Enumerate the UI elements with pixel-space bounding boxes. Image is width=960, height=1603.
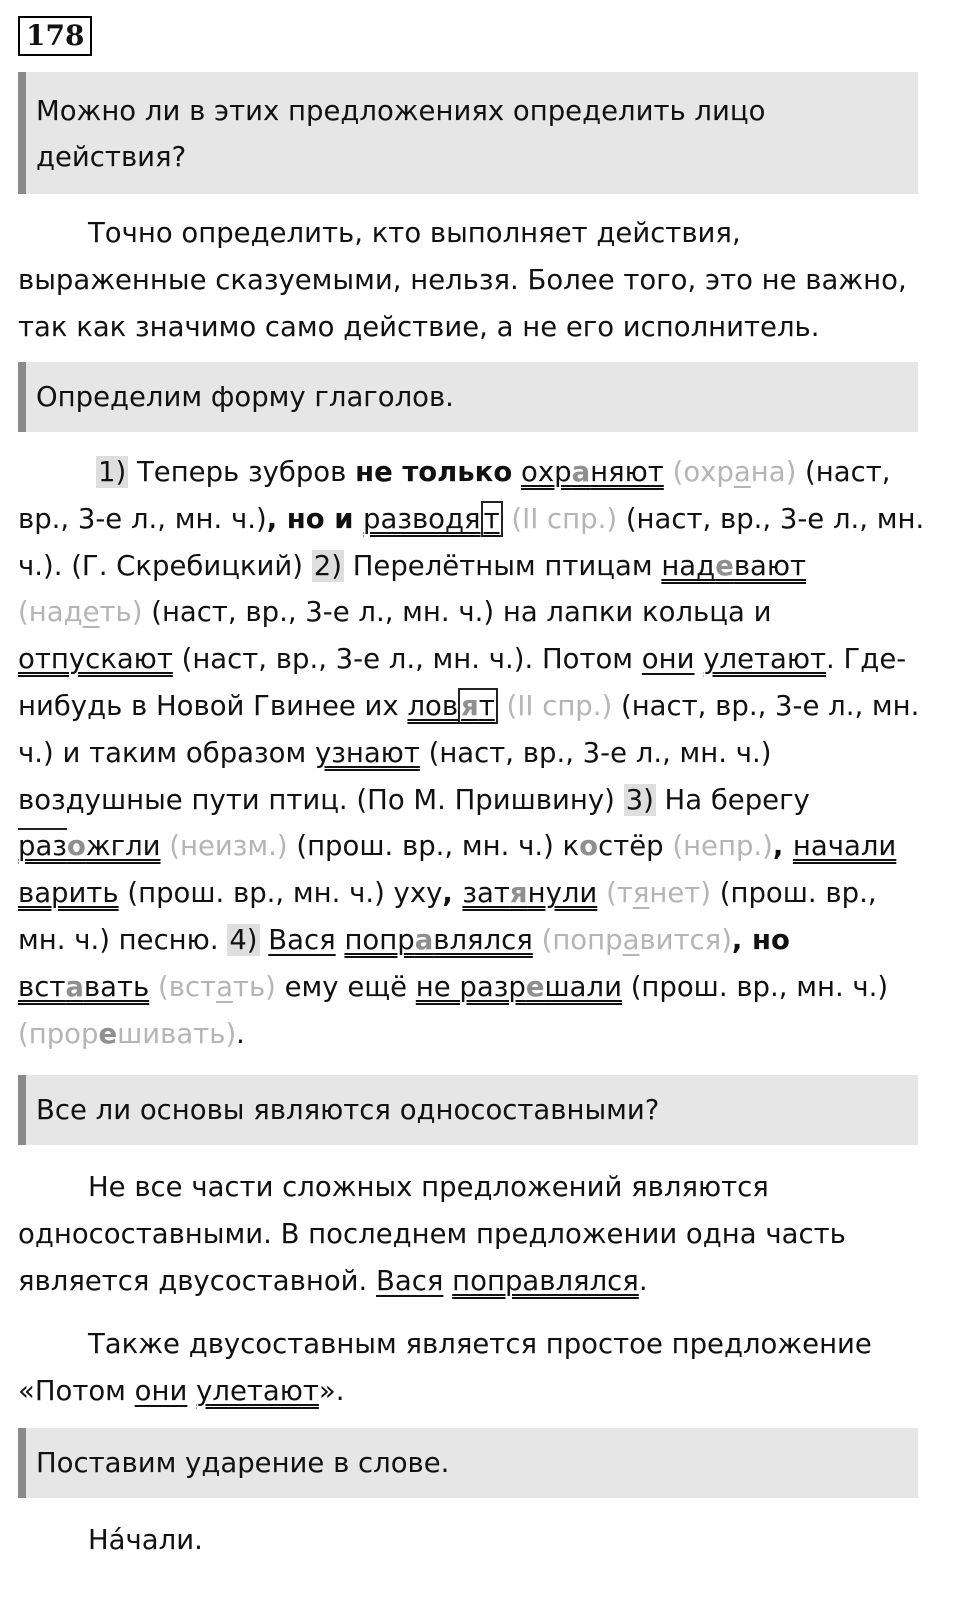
plain-text — [512, 456, 521, 488]
question-text: Поставим ударение в слове. — [36, 1447, 450, 1479]
form-note: (наст, вр., 3-е л., мн. ч.). Потом — [172, 643, 642, 676]
form-note: (прош. вр., мн. ч.) уху — [118, 877, 443, 910]
hint: (надеть) — [18, 596, 143, 629]
form-note: (прош. вр., мн. ч.) песню. — [18, 877, 877, 956]
sentence-number: 4) — [229, 923, 258, 956]
question-block — [18, 1075, 918, 1145]
plain-text: Перелётным птицам — [343, 549, 662, 582]
answer-paragraph — [18, 210, 928, 350]
question-block — [18, 72, 918, 194]
answer-paragraph: Не все части сложных предложений являются односоставными. В последнем предложении одна часть является двусоставной. Вася поправлялся. — [18, 1171, 846, 1297]
form-note: ему ещё — [275, 970, 416, 1003]
hint: (поправится) — [541, 923, 732, 956]
form-note: (наст, вр., 3-е л., мн. ч.). (Г. Скребицкий) — [18, 502, 925, 582]
conjunction: , но — [731, 923, 790, 956]
hint: (прорешивать) — [18, 1017, 237, 1050]
form-note: (наст, вр., 3-е л., мн. ч.) на лапки кольца и — [142, 596, 772, 629]
answer-paragraph — [18, 1517, 928, 1564]
predicate: улетают — [196, 1374, 319, 1407]
predicate: затянули — [462, 877, 598, 910]
plain-text — [597, 877, 606, 909]
sentence-number: 3) — [625, 783, 654, 816]
predicate: разводя т — [363, 501, 503, 537]
conjunction: , но и — [266, 502, 364, 535]
question-text: Все ли основы являются односоставными? — [36, 1094, 660, 1126]
question-text: Можно ли в этих предложениях определить лицо действия? — [36, 95, 766, 173]
predicate: начали варить — [18, 830, 897, 910]
predicate: узнают — [314, 736, 420, 769]
answer-text: Точно определить, кто выполняет действия, выраженные сказуемыми, нельзя. Более того, это не важно, так как значимо само действие, а не его исполнитель. — [18, 217, 907, 343]
subject: они — [641, 643, 695, 676]
hint: (охрана) — [672, 456, 797, 488]
plain-text — [694, 643, 703, 675]
plain-text: . Где-нибудь в Новой Гвинее их — [18, 643, 907, 722]
object-word: костёр — [562, 830, 664, 863]
plain-text: . — [236, 1017, 245, 1050]
question-text: Определим форму глаголов. — [36, 381, 454, 413]
form-note: (наст, вр., 3-е л., мн. ч.) воздушные пути птиц. (По М. Пришвину) — [18, 736, 772, 816]
plain-text — [149, 971, 158, 1003]
subject: Вася — [268, 923, 336, 956]
hint: (тянет) — [606, 877, 712, 910]
hint: (II спр.) — [497, 689, 613, 722]
hint: (II спр.) — [502, 502, 618, 535]
hint: (неизм.) — [160, 830, 288, 863]
subject: они — [134, 1374, 188, 1407]
form-note: (наст, вр., 3-е л., мн. ч.) — [18, 456, 891, 535]
comma: , — [772, 830, 793, 863]
comma: , — [442, 877, 463, 910]
question-block — [18, 1428, 918, 1498]
sentence-analysis — [18, 449, 928, 1057]
hint: (встать) — [157, 970, 276, 1003]
hint: (непр.) — [663, 830, 773, 863]
sentence-number: 2) — [313, 549, 342, 582]
predicate: лов ят — [407, 688, 497, 724]
predicate: вставать — [18, 970, 150, 1003]
sentence-number: 1) — [98, 456, 127, 488]
predicate: не разрешали — [415, 970, 622, 1003]
plain-text: Теперь зубров — [128, 456, 356, 488]
plain-text: ». — [318, 1374, 345, 1407]
predicate: отпускают — [18, 643, 173, 676]
answer-text: Также двусоставным является простое предложение «Потом — [18, 1328, 872, 1407]
answer-paragraph — [18, 1321, 928, 1415]
predicate: разожгли — [18, 830, 161, 863]
predicate: поправлялся — [344, 923, 533, 956]
conjunction: не только — [355, 456, 513, 488]
plain-text: На берегу — [655, 783, 810, 816]
plain-text — [260, 924, 269, 956]
plain-text — [664, 456, 673, 488]
predicate: охраняют — [521, 456, 664, 488]
question-block — [18, 362, 918, 432]
predicate: поправлялся — [452, 1264, 639, 1297]
subject: Вася — [376, 1264, 444, 1297]
answer-text: Не все части сложных предложений являются односоставными. В последнем предложении одна часть является двусоставной. — [18, 1171, 846, 1297]
exercise-number: 178 — [18, 16, 92, 56]
answer-text: На́чали. — [88, 1524, 203, 1556]
form-note: (наст, вр., 3-е л., мн. ч.) и таким образом — [18, 689, 920, 769]
predicate: надевают — [661, 549, 807, 582]
form-note: (прош. вр., мн. ч.) — [287, 830, 563, 863]
plain-text — [533, 924, 542, 956]
form-note: (прош. вр., мн. ч.) — [621, 970, 889, 1003]
predicate: улетают — [703, 643, 827, 676]
